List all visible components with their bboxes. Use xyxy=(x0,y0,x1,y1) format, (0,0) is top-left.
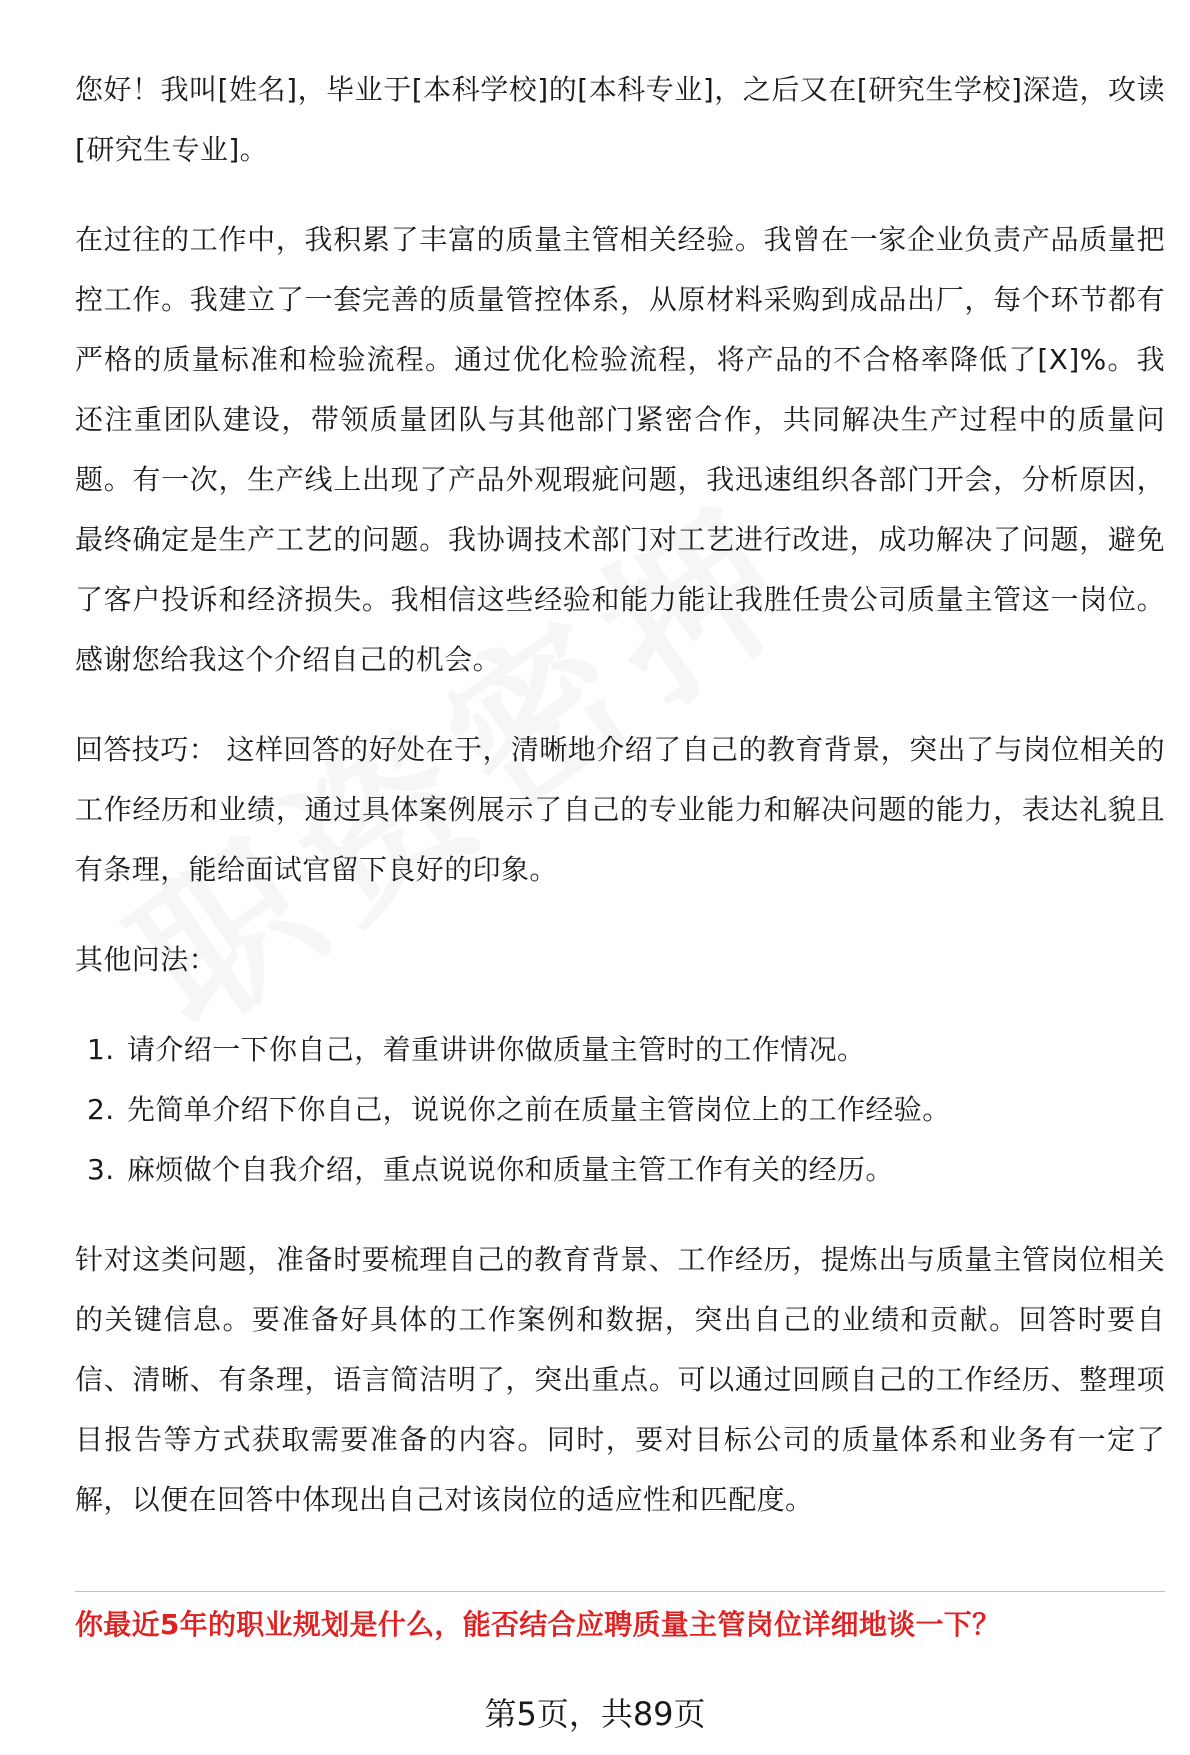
list-item-number: 2. xyxy=(87,1093,115,1126)
list-item xyxy=(75,1140,1165,1200)
document-body xyxy=(75,60,1165,1560)
intro-paragraph: 您好！我叫[姓名]，毕业于[本科学校]的[本科专业]，之后又在[研究生学校]深造，攻读[研究生专业]。 xyxy=(75,73,1165,166)
other-questions-label: 其他问法： xyxy=(75,943,218,976)
list-item-text: 麻烦做个自我介绍，重点说说你和质量主管工作有关的经历。 xyxy=(127,1153,894,1186)
list-item-number: 3. xyxy=(87,1153,115,1186)
section-divider xyxy=(75,1591,1165,1592)
list-item-number: 1. xyxy=(87,1033,115,1066)
list-item xyxy=(75,1080,1165,1140)
list-item-text: 请介绍一下你自己，着重讲讲你做质量主管时的工作情况。 xyxy=(127,1033,866,1066)
list-item-text: 先简单介绍下你自己，说说你之前在质量主管岗位上的工作经验。 xyxy=(127,1093,951,1126)
tips-paragraph: 回答技巧： 这样回答的好处在于，清晰地介绍了自己的教育背景，突出了与岗位相关的工作经历和业绩，通过具体案例展示了自己的专业能力和解决问题的能力，表达礼貌且有条理，能给面试官留下良好的印象。 xyxy=(75,733,1165,886)
experience-paragraph: 在过往的工作中，我积累了丰富的质量主管相关经验。我曾在一家企业负责产品质量把控工作。我建立了一套完善的质量管控体系，从原材料采购到成品出厂，每个环节都有严格的质量标准和检验流程。通过优化检验流程，将产品的不合格率降低了[X]%。我还注重团队建设，带领质量团队与其他部门紧密合作，共同解决生产过程中的质量问题。有一次，生产线上出现了产品外观瑕疵问题，我迅速组织各部门开会，分析原因，最终确定是生产工艺的问题。我协调技术部门对工艺进行改进，成功解决了问题，避免了客户投诉和经济损失。我相信这些经验和能力能让我胜任贵公司质量主管这一岗位。感谢您给我这个介绍自己的机会。 xyxy=(75,223,1165,676)
other-questions-list xyxy=(75,1020,1165,1200)
next-question-heading: 你最近5年的职业规划是什么，能否结合应聘质量主管岗位详细地谈一下？ xyxy=(75,1608,1001,1641)
advice-paragraph: 针对这类问题，准备时要梳理自己的教育背景、工作经历，提炼出与质量主管岗位相关的关键信息。要准备好具体的工作案例和数据，突出自己的业绩和贡献。回答时要自信、清晰、有条理，语言简洁明了，突出重点。可以通过回顾自己的工作经历、整理项目报告等方式获取需要准备的内容。同时，要对目标公司的质量体系和业务有一定了解，以便在回答中体现出自己对该岗位的适应性和匹配度。 xyxy=(75,1243,1165,1516)
list-item xyxy=(75,1020,1165,1080)
page-number-footer: 第5页，共89页 xyxy=(484,1695,706,1733)
